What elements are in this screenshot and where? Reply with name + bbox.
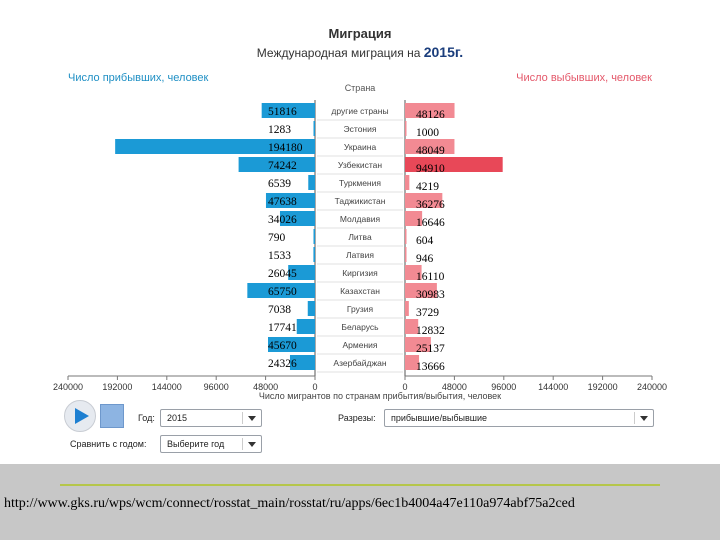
compare-year-select[interactable] xyxy=(160,435,262,453)
departures-bar xyxy=(405,247,407,262)
country-label: Таджикистан xyxy=(334,196,386,206)
departures-value-label: 94910 xyxy=(416,163,445,175)
country-label: Латвия xyxy=(346,250,374,260)
right-tick-label: 48000 xyxy=(441,382,467,392)
source-url[interactable]: http://www.gks.ru/wps/wcm/connect/rosstat_main/rosstat/ru/apps/6ec1b4004a47e110a974abf75a2ced xyxy=(4,496,575,511)
stop-button[interactable] xyxy=(100,404,124,428)
arrivals-value-label: 7038 xyxy=(268,304,291,316)
departures-value-label: 25137 xyxy=(416,343,445,355)
arrivals-bar xyxy=(313,247,315,262)
arrivals-bar xyxy=(314,229,316,244)
compare-label: Сравнить с годом: xyxy=(70,439,147,449)
slices-select-value: прибывшие/выбывшие xyxy=(391,413,487,423)
year-label: Год: xyxy=(138,413,155,423)
arrivals-value-label: 17741 xyxy=(268,322,297,334)
arrivals-bar xyxy=(297,319,315,334)
country-label: Армения xyxy=(342,340,378,350)
arrivals-value-label: 1533 xyxy=(268,250,291,262)
departures-value-label: 16646 xyxy=(416,217,445,229)
arrivals-label: Число прибывших, человек xyxy=(68,72,209,84)
country-label: Казахстан xyxy=(340,286,380,296)
departures-value-label: 13666 xyxy=(416,361,445,373)
country-label: Туркмения xyxy=(339,178,381,188)
arrivals-value-label: 6539 xyxy=(268,178,291,190)
chevron-down-icon xyxy=(248,416,256,421)
left-tick-label: 144000 xyxy=(151,382,182,392)
arrivals-value-label: 51816 xyxy=(268,106,297,118)
departures-label: Число выбывших, человек xyxy=(516,72,652,84)
year-select-value: 2015 xyxy=(167,413,188,423)
compare-select-value: Выберите год xyxy=(167,439,225,449)
page-title: Миграция xyxy=(328,26,392,41)
arrivals-bar xyxy=(314,121,316,136)
left-tick-label: 240000 xyxy=(52,382,84,392)
footer-divider xyxy=(60,484,660,486)
country-label: Азербайджан xyxy=(333,358,387,368)
subtitle-text: Международная миграция на xyxy=(256,46,421,60)
arrivals-value-label: 47638 xyxy=(268,196,297,208)
arrivals-bar xyxy=(308,175,315,190)
country-label: Украина xyxy=(343,142,377,152)
country-column-header: Страна xyxy=(344,83,376,93)
arrivals-bar xyxy=(308,301,315,316)
departures-bar xyxy=(405,301,409,316)
arrivals-value-label: 74242 xyxy=(268,160,297,172)
arrivals-value-label: 34026 xyxy=(268,214,297,226)
arrivals-value-label: 24326 xyxy=(268,358,297,370)
left-tick-label: 0 xyxy=(312,382,318,392)
departures-bar xyxy=(405,121,407,136)
departures-value-label: 30983 xyxy=(416,289,445,301)
departures-value-label: 604 xyxy=(416,235,434,247)
arrivals-value-label: 194180 xyxy=(268,142,303,154)
arrivals-value-label: 45670 xyxy=(268,340,297,352)
chevron-down-icon xyxy=(640,416,648,421)
left-tick-label: 48000 xyxy=(253,382,279,392)
departures-bar xyxy=(405,229,407,244)
country-label: Беларусь xyxy=(341,322,379,332)
departures-bar xyxy=(405,175,409,190)
slices-label: Разрезы: xyxy=(338,413,376,423)
arrivals-value-label: 26045 xyxy=(268,268,297,280)
departures-value-label: 12832 xyxy=(416,325,445,337)
subtitle-year: 2015г. xyxy=(423,44,464,60)
left-tick-label: 96000 xyxy=(203,382,229,392)
departures-value-label: 16110 xyxy=(416,271,445,283)
slices-select[interactable] xyxy=(384,409,654,427)
arrivals-value-label: 790 xyxy=(268,232,286,244)
right-tick-label: 0 xyxy=(402,382,408,392)
departures-value-label: 48126 xyxy=(416,109,445,121)
departures-value-label: 4219 xyxy=(416,181,439,193)
departures-value-label: 48049 xyxy=(416,145,445,157)
country-label: другие страны xyxy=(331,106,389,116)
play-button[interactable] xyxy=(64,400,96,432)
arrivals-value-label: 1283 xyxy=(268,124,291,136)
right-tick-label: 240000 xyxy=(636,382,668,392)
country-label: Литва xyxy=(348,232,372,242)
country-label: Киргизия xyxy=(342,268,378,278)
left-tick-label: 192000 xyxy=(102,382,133,392)
country-label: Эстония xyxy=(343,124,377,134)
right-tick-label: 192000 xyxy=(587,382,618,392)
departures-value-label: 3729 xyxy=(416,307,439,319)
departures-value-label: 946 xyxy=(416,253,434,265)
country-label: Молдавия xyxy=(339,214,381,224)
departures-value-label: 36276 xyxy=(416,199,445,211)
chevron-down-icon xyxy=(248,442,256,447)
country-label: Узбекистан xyxy=(337,160,383,170)
year-select[interactable] xyxy=(160,409,262,427)
country-label: Грузия xyxy=(346,304,374,314)
right-tick-label: 96000 xyxy=(491,382,517,392)
departures-value-label: 1000 xyxy=(416,127,439,139)
right-tick-label: 144000 xyxy=(538,382,569,392)
x-axis-title: Число мигрантов по странам прибытия/выбытия, человек xyxy=(258,391,502,401)
arrivals-value-label: 65750 xyxy=(268,286,297,298)
